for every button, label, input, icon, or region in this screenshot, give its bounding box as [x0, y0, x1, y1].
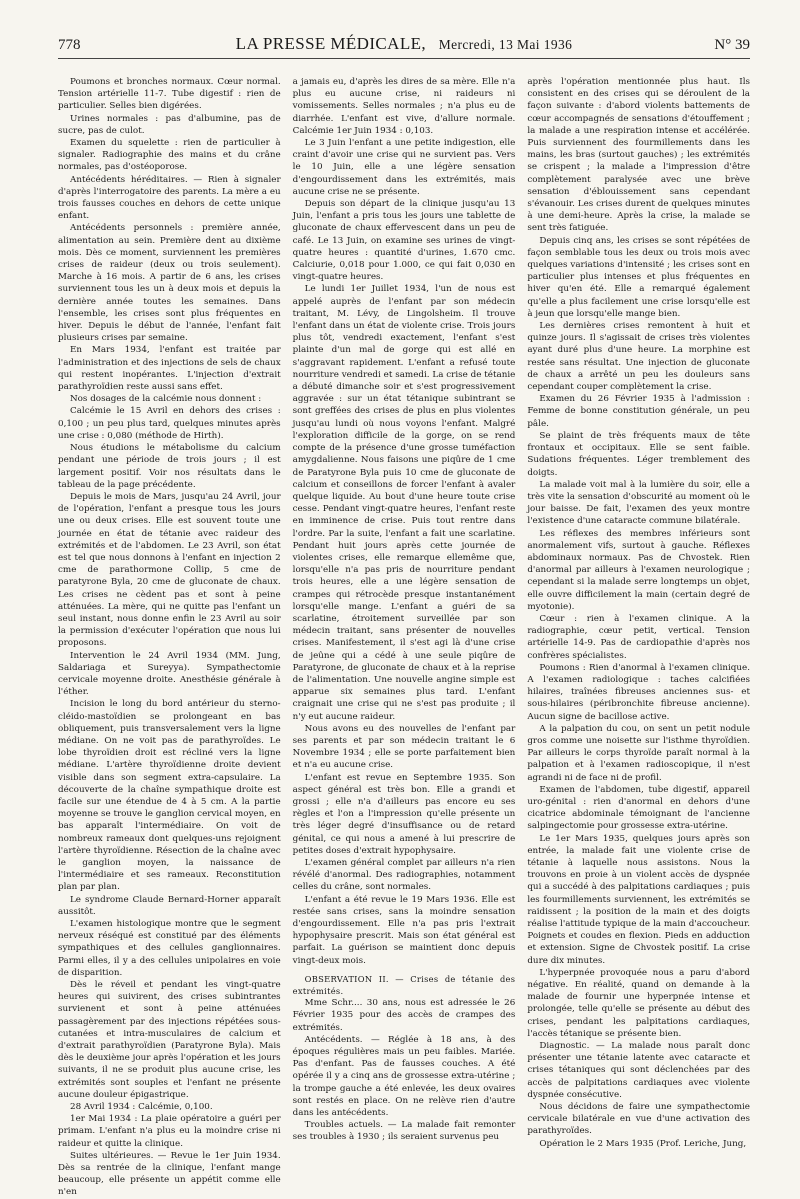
paragraph: En Mars 1934, l'enfant est traitée par l'administration et des injections de sels de chaux qui restent inopérantes. L'injection d'extrait parathyroïdien reste aussi sans effet. [58, 345, 281, 393]
paragraph: Cœur : rien à l'examen clinique. A la radiographie, cœur petit, vertical. Tension artérielle 14-9. Pas de cardiopathie d'après nos confrères spécialistes. [527, 613, 750, 661]
page-number: 778 [58, 37, 81, 53]
paragraph: Examen du squelette : rien de particulier à signaler. Radiographie des mains et du crâne normales, pas d'ostéoporose. [58, 138, 281, 173]
column-right [527, 76, 750, 1199]
paragraph: Les dernières crises remontent à huit et quinze jours. Il s'agissait de crises très violentes ayant duré plus d'une heure. La morphine est restée sans résultat. Une injection de gluconate de chaux a arrêté un peu les douleurs sans cependant couper complètement la crise. [527, 321, 750, 393]
paragraph: Le syndrome Claude Bernard-Horner apparaît aussitôt. [58, 894, 281, 917]
article-columns [58, 76, 750, 1198]
paragraph: L'examen histologique montre que le segment nerveux réséqué est constitué par des éléments sympathiques et des cellules ganglionnaires. Parmi elles, il y a des cellules unipolaires en voie de disparition. [58, 919, 281, 978]
column-middle [293, 76, 516, 1199]
paragraph: Antécédents. — Réglée à 18 ans, à des époques régulières mais un peu faibles. Mariée. Pas d'enfant. Pas de fausses couches. A été opérée il y a cinq ans de grossesse extra-utérine ; la trompe gauche a été enlevée, les deux ovaires sont restés en place. On ne relève rien d'autre dans les antécédents. [292, 1034, 516, 1119]
paragraph: Les réflexes des membres inférieurs sont anormalement vifs, surtout à gauche. Réflexes abdominaux normaux. Pas de Chvostek. Rien d'anormal par ailleurs à l'examen neurologique ; cependant si la malade serre longtemps un objet, elle ouvre difficilement la main (certain degré de myotonie). [527, 528, 750, 612]
paragraph: Diagnostic. — La malade nous paraît donc présenter une tétanie latente avec cataracte et crises tétaniques qui sont déclenchées par des accès de palpitations cardiaques avec violente dyspnée consécutive. [527, 1041, 750, 1100]
paragraph: L'hyperpnée provoquée nous a paru d'abord négative. En réalité, quand on demande à la malade de fournir une hyperpnée intense et prolongée, telle qu'elle se présente au début des crises, pendant les palpitations cardiaques, l'accès tétanique se présente bien. [527, 967, 750, 1039]
paragraph: OBSERVATION II. — Crises de tétanie des extrémités. [292, 973, 516, 997]
paragraph: Le lundi 1er Juillet 1934, l'un de nous est appelé auprès de l'enfant par son médecin traitant, M. Lévy, de Lingolsheim. Il trouve l'enfant dans un état de violente crise. Trois jours plus tôt, vendredi exactement, l'enfant s'est plainte d'un mal de gorge qui est allé en s'aggravant rapidement. L'enfant a refusé toute nourriture vendredi et samedi. La crise de tétanie a débuté dimanche soir et s'est progressivement aggravée : sur un état tétanique subintrant se sont greffées des crises de plus en plus violentes jusqu'au lundi où nous voyons l'enfant. Malgré l'exploration difficile de la gorge, on se rend compte de la présence d'une grosse tuméfaction amygdalienne. Nous faisons une piqûre de 1 cme de Paratyrone Byla puis 10 cme de gluconate de calcium et conseillons de forcer l'enfant à avaler quelque liquide. Au bout d'une heure toute crise cesse. Pendant vingt-quatre heures, l'enfant reste en imminence de crise. Puis tout rentre dans l'ordre. Par la suite, l'enfant a fait une scarlatine. Pendant huit jours après cette journée de violentes crises, elle remarque ellemême que, lorsqu'elle n'a pas pris de nourriture pendant trois heures, elle a une légère sensation de crampes qui rétrocède presque instantanément lorsqu'elle mange. L'enfant a guéri de sa scarlatine, étroitement surveillée par son médecin traitant, sans présenter de nouvelles crises. Manifestement, il s'est agi là d'une crise de jeûne qui a cédé à une seule piqûre de Paratyrone, de gluconate de chaux et à la reprise de l'alimentation. Une nouvelle angine simple est apparue six semaines plus tard. L'enfant craignait une crise qui ne s'est pas produite ; il n'y eut aucune raideur. [292, 284, 516, 722]
paragraph: L'enfant a été revue le 19 Mars 1936. Elle est restée sans crises, sans la moindre sensation d'engourdissement. Elle n'a pas pris l'extrait hypophysaire prescrit. Mais son état général est parfait. La guérison se maintient donc depuis vingt-deux mois. [292, 894, 516, 966]
paragraph: Examen de l'abdomen, tube digestif, appareil uro-génital : rien d'anormal en dehors d'une cicatrice abdominale témoignant de l'ancienne salpingectomie pour grossesse extra-utérine. [527, 784, 750, 832]
masthead [118, 34, 690, 54]
paragraph: Le 3 Juin l'enfant a une petite indigestion, elle craint d'avoir une crise qui ne survient pas. Vers le 10 Juin, elle a une légère sensation d'engourdissement dans les extrémités, mais aucune crise ne se présente. [292, 138, 516, 197]
issue-date: Mercredi, 13 Mai 1936 [438, 37, 573, 52]
journal-title: LA PRESSE MÉDICALE, [235, 34, 427, 53]
paragraph: Suites ultérieures. — Revue le 1er Juin 1934. Dès sa rentrée de la clinique, l'enfant mange beaucoup, elle présente un appétit comme elle n'en [58, 1150, 281, 1198]
paragraph: A la palpation du cou, on sent un petit nodule gros comme une noisette sur l'isthme thyroïdien. Par ailleurs le corps thyroïde paraît normal à la palpation et à l'examen radioscopique, il n'est agrandi ni de face ni de profil. [527, 723, 750, 783]
paragraph: 1er Mai 1934 : La plaie opératoire a guéri per primam. L'enfant n'a plus eu la moindre crise ni raideur et quitte la clinique. [58, 1114, 281, 1149]
paragraph: Nous avons eu des nouvelles de l'enfant par ses parents et par son médecin traitant le 6 Novembre 1934 ; elle se porte parfaitement bien et n'a eu aucune crise. [292, 723, 516, 771]
paragraph: Dès le réveil et pendant les vingt-quatre heures qui suivirent, des crises subintrantes survienent et sont à peine atténuées passagèrement par des injections répétées sous-cutanées et intra-musculaires de calcium et d'extrait parathyroïdien (Paratyrone Byla). Mais dès le deuxième jour après l'opération et les jours suivants, il ne se produit plus aucune crise, les extrémités sont souples et l'enfant ne présente aucune douleur épigastrique. [58, 980, 281, 1100]
paragraph: Troubles actuels. — La malade fait remonter ses troubles à 1930 ; ils seraient survenus peu [292, 1120, 516, 1143]
paragraph: Incision le long du bord antérieur du sterno-cléido-mastoïdien se prolongeant en bas obliquement, puis transversalement vers la ligne médiane. On ne voit pas de parathyroïdes. Le lobe thyroïdien droit est récliné vers la ligne médiane. L'artère thyroïdienne droite devient visible dans son segment extra-capsulaire. La découverte de la chaîne sympathique droite est facile sur une étendue de 4 à 5 cm. A la partie moyenne se trouve le ganglion cervical moyen, en bas apparaît l'intermédiaire. On voit de nombreux rameaux dont quelques-uns rejoignent l'artère thyroïdienne. Résection de la chaîne avec le ganglion moyen, la naissance de l'intermédiaire et ses rameaux. Reconstitution plan par plan. [58, 699, 281, 893]
paragraph: La malade voit mal à la lumière du soir, elle a très vite la sensation d'obscurité au moment où le jour baisse. De fait, l'examen des yeux montre l'existence d'une cataracte commune bilatérale. [527, 479, 750, 527]
paragraph: Depuis son départ de la clinique jusqu'au 13 Juin, l'enfant a pris tous les jours une tablette de gluconate de chaux effervescent dans un peu de café. Le 13 Juin, on examine ses urines de vingt-quatre heures : quantité d'urines, 1.670 cmc. Calciurie, 0,018 pour 1.000, ce qui fait 0,030 en vingt-quatre heures. [292, 199, 516, 283]
paragraph: Antécédents héréditaires. — Rien à signaler d'après l'interrogatoire des parents. La mère a eu trois fausses couches en dehors de cette unique enfant. [58, 174, 281, 222]
paragraph: L'examen général complet par ailleurs n'a rien révélé d'anormal. Des radiographies, notamment celles du crâne, sont normales. [292, 858, 516, 893]
paragraph: Poumons : Rien d'anormal à l'examen clinique. A l'examen radiologique : taches calcifiées hilaires, traînées fibreuses anciennes sus- et sous-hilaires (péribronchite fibreuse ancienne). Aucun signe de bacillose active. [527, 662, 750, 722]
paragraph: Poumons et bronches normaux. Cœur normal. Tension artérielle 11-7. Tube digestif : rien de particulier. Selles bien digérées. [58, 77, 281, 112]
paragraph: Urines normales : pas d'albumine, pas de sucre, pas de culot. [58, 113, 281, 136]
paragraph: Opération le 2 Mars 1935 (Prof. Leriche, Jung, [539, 1138, 747, 1149]
issue-number: N° 39 [714, 37, 750, 53]
paragraph: Nous étudions le métabolisme du calcium pendant une période de trois jours ; il est largement positif. Voir nos résultats dans le tableau de la page précédente. [58, 443, 281, 490]
paragraph: Examen du 26 Février 1935 à l'admission : Femme de bonne constitution générale, un peu pâle. [527, 394, 750, 429]
paragraph: Mme Schr.... 30 ans, nous est adressée le 26 Février 1935 pour des accès de crampes des extrémités. [292, 998, 516, 1033]
column-left [58, 76, 281, 1199]
paragraph: Antécédents personnels : première année, alimentation au sein. Première dent au dixième mois. Dès ce moment, surviennent les premières crises de raideur (deux ou trois seulement). Marche à 16 mois. A partir de 6 ans, les crises surviennent tous les un à deux mois et depuis la dernière année toutes les semaines. Dans l'ensemble, les crises sont plus fréquentes en hiver. Depuis le début de l'année, l'enfant fait plusieurs crises par semaine. [58, 223, 281, 344]
paragraph: a jamais eu, d'après les dires de sa mère. Elle n'a plus eu aucune crise, ni raideurs ni vomissements. Selles normales ; n'a plus eu de diarrhée. L'enfant est vive, d'allure normale. Calcémie 1er Juin 1934 : 0,103. [292, 77, 516, 136]
paragraph: 28 Avril 1934 : Calcémie, 0,100. [70, 1102, 213, 1113]
paragraph: Calcémie le 15 Avril en dehors des crises : 0,100 ; un peu plus tard, quelques minutes après une crise : 0,080 (méthode de Hirth). [58, 406, 281, 441]
paragraph: Nos dosages de la calcémie nous donnent : [70, 394, 262, 405]
page-header [58, 14, 750, 59]
paragraph: L'enfant est revue en Septembre 1935. Son aspect général est très bon. Elle a grandi et grossi ; elle n'a d'ailleurs pas encore eu ses règles et l'on a l'impression qu'elle présente un très léger degré d'insuffisance ou de retard génital, ce qui nous a amené à lui prescrire de petites doses d'extrait hypophysaire. [292, 772, 516, 856]
paragraph: Se plaint de très fréquents maux de tête frontaux et occipitaux. Elle se sent faible. Sudations fréquentes. Léger tremblement des doigts. [527, 430, 750, 478]
paragraph: après l'opération mentionnée plus haut. Ils consistent en des crises qui se déroulent de la façon suivante : d'abord violents battements de cœur accompagnés de sensations d'étouffement ; la malade a une respiration intense et accélérée. Puis surviennent des fourmillements dans les mains, les bras (surtout gauches) ; les extrémités se crispent ; la malade a l'impression d'être complètement paralysée avec une brève sensation d'éblouissement sans cependant s'évanouir. Les crises durent de quelques minutes à une demi-heure. Après la crise, la malade se sent très fatiguée. [527, 77, 750, 234]
paragraph: Intervention le 24 Avril 1934 (MM. Jung, Saldariaga et Sureyya). Sympathectomie cervicale moyenne droite. Anesthésie générale à l'éther. [58, 650, 281, 698]
paragraph: Nous décidons de faire une sympathectomie cervicale bilatérale en vue d'une activation des parathyroïdes. [527, 1102, 750, 1137]
paragraph: Depuis le mois de Mars, jusqu'au 24 Avril, jour de l'opération, l'enfant a presque tous les jours une ou deux crises. Elle est souvent toute une journée en état de tétanie avec raideur des extrémités et de l'abdomen. Le 23 Avril, son état est tel que nous donnons à l'enfant en injection 2 cme de parathormone Collip, 5 cme de paratyrone Byla, 20 cme de gluconate de chaux. Les crises ne cèdent pas et sont à peine atténuées. La mère, qui ne quitte pas l'enfant un seul instant, nous donne enfin le 23 Avril au soir la permission d'exécuter l'opération que nous lui proposons. [58, 491, 281, 649]
paragraph: Le 1er Mars 1935, quelques jours après son entrée, la malade fait une violente crise de tétanie à laquelle nous assistons. Nous la trouvons en proie à un violent accès de dyspnée qui a succédé à des palpitations cardiaques ; puis les fourmillements surviennent, les extrémités se raidissent ; la position de la main et des doigts réalise l'attitude typique de la main d'accoucheur. Poignets et coudes en flexion. Pieds en adduction et extension. Signe de Chvostek positif. La crise dure dix minutes. [527, 833, 750, 966]
paragraph: Depuis cinq ans, les crises se sont répétées de façon semblable tous les deux ou trois mois avec quelques variations d'intensité ; les crises sont en particulier plus intenses et plus fréquentes en hiver qu'en été. Elle a remarqué également qu'elle a plus facilement une crise lorsqu'elle est à jeun que lorsqu'elle mange bien. [527, 235, 750, 319]
